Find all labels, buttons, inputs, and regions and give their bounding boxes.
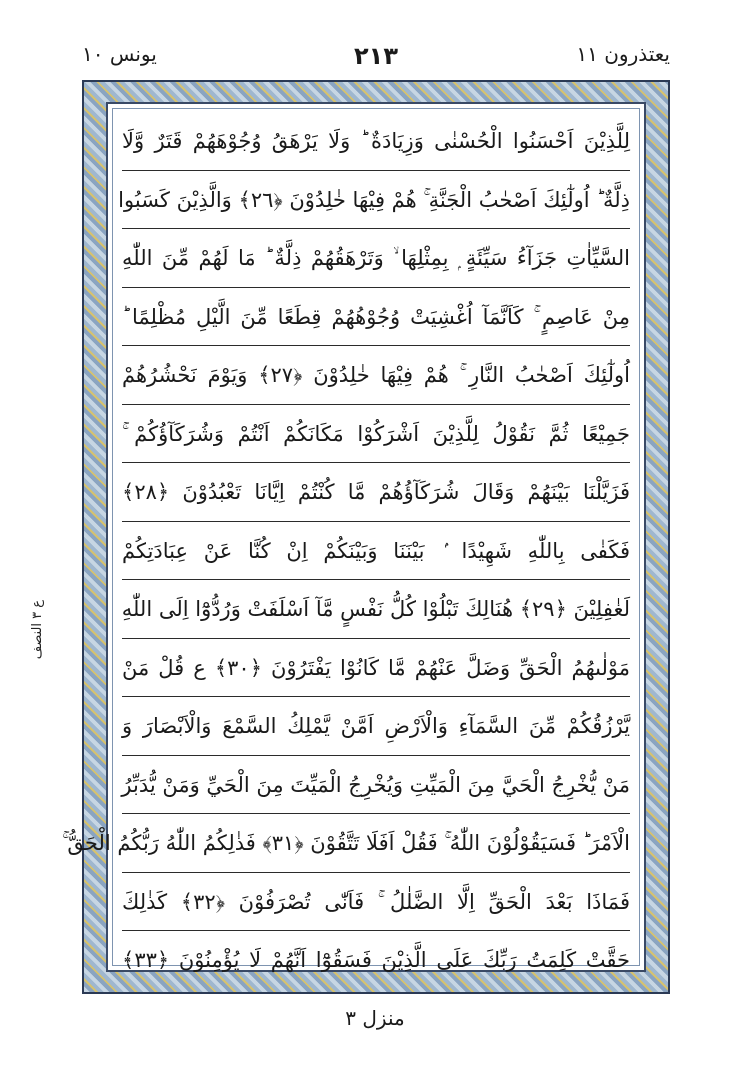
ornamental-border [62, 80, 670, 994]
manzil-footer: منزل ٣ [345, 1006, 405, 1030]
page-number: ٢١٣ [354, 42, 398, 70]
verse-line: فَمَاذَا بَعْدَ الْحَقِّ اِلَّا الضَّلٰلُ ۚ فَاَنّٰى تُصْرَفُوْنَ ﴿٣٢﴾ كَذٰلِكَ [122, 873, 630, 932]
text-panel [62, 102, 646, 972]
verse-line: مِنْ عَاصِمٍ ۚ كَاَنَّمَآ اُغْشِيَتْ وُجُوْهُهُمْ قِطَعًا مِّنَ الَّيْلِ مُظْلِمًا ؕ [122, 288, 630, 347]
verse-line: السَّيِّاٰتِ جَزَآءُ سَيِّئَةٍ ۭ بِمِثْلِهَا ۙ وَتَرْهَقُهُمْ ذِلَّةٌ ؕ مَا لَهُمْ مِّنَ اللّٰهِ [122, 229, 630, 288]
verse-line: مَوْلٰىهُمُ الْحَقِّ وَضَلَّ عَنْهُمْ مَّا كَانُوْا يَفْتَرُوْنَ ﴿٣٠﴾ ع قُلْ مَنْ [122, 639, 630, 698]
verse-line: جَمِيْعًا ثُمَّ نَقُوْلُ لِلَّذِيْنَ اَشْرَكُوْا مَكَانَكُمْ اَنْتُمْ وَشُرَكَآؤُكُمْ ۚ [122, 405, 630, 464]
verse-line: مَنْ يُّخْرِجُ الْحَيَّ مِنَ الْمَيِّتِ وَيُخْرِجُ الْمَيِّتَ مِنَ الْحَيِّ وَمَنْ يُّدَبِّرُ [122, 756, 630, 815]
juz-name: يعتذرون ١١ [576, 42, 670, 66]
verse-lines [62, 112, 630, 972]
page-header [82, 42, 670, 78]
verse-line: فَكَفٰى بِاللّٰهِ شَهِيْدًا ۢ بَيْنَنَا وَبَيْنَكُمْ اِنْ كُنَّا عَنْ عِبَادَتِكُمْ [122, 522, 630, 581]
margin-note: ع ٣ النصف [30, 600, 45, 660]
verse-line: حَقَّتْ كَلِمَتُ رَبِّكَ عَلَى الَّذِيْنَ فَسَقُوْٓا اَنَّهُمْ لَا يُؤْمِنُوْنَ ﴿٣٣﴾ [122, 948, 630, 972]
verse-line: فَزَيَّلْنَا بَيْنَهُمْ وَقَالَ شُرَكَآؤُهُمْ مَّا كُنْتُمْ اِيَّانَا تَعْبُدُوْنَ ﴿٢٨﴾ [122, 463, 630, 522]
verse-line: اُولٰٓئِكَ اَصْحٰبُ النَّارِ ۚ هُمْ فِيْهَا خٰلِدُوْنَ ﴿٢٧﴾ وَيَوْمَ نَحْشُرُهُمْ [122, 346, 630, 405]
surah-name: يونس ١٠ [82, 42, 157, 66]
verse-line: الْاَمْرَ ؕ فَسَيَقُوْلُوْنَ اللّٰهُ ۚ فَقُلْ اَفَلَا تَتَّقُوْنَ ﴿٣١﴾ فَذٰلِكُمُ اللّٰهُ رَبُّكُمُ الْحَقُّ ۚ [122, 814, 630, 873]
verse-line: يَّرْزُقُكُمْ مِّنَ السَّمَآءِ وَالْاَرْضِ اَمَّنْ يَّمْلِكُ السَّمْعَ وَالْاَبْصَارَ وَ [122, 697, 630, 756]
verse-line: لِلَّذِيْنَ اَحْسَنُوا الْحُسْنٰى وَزِيَادَةٌ ؕ وَلَا يَرْهَقُ وُجُوْهَهُمْ قَتَرٌ وَّلَا [122, 112, 630, 171]
verse-line: لَغٰفِلِيْنَ ﴿٢٩﴾ هُنَالِكَ تَبْلُوْا كُلُّ نَفْسٍ مَّآ اَسْلَفَتْ وَرُدُّوْٓا اِلَى اللّٰهِ [122, 580, 630, 639]
verse-line: ذِلَّةٌ ؕ اُولٰٓئِكَ اَصْحٰبُ الْجَنَّةِ ۚ هُمْ فِيْهَا خٰلِدُوْنَ ﴿٢٦﴾ وَالَّذِيْنَ كَسَبُوا [122, 171, 630, 230]
